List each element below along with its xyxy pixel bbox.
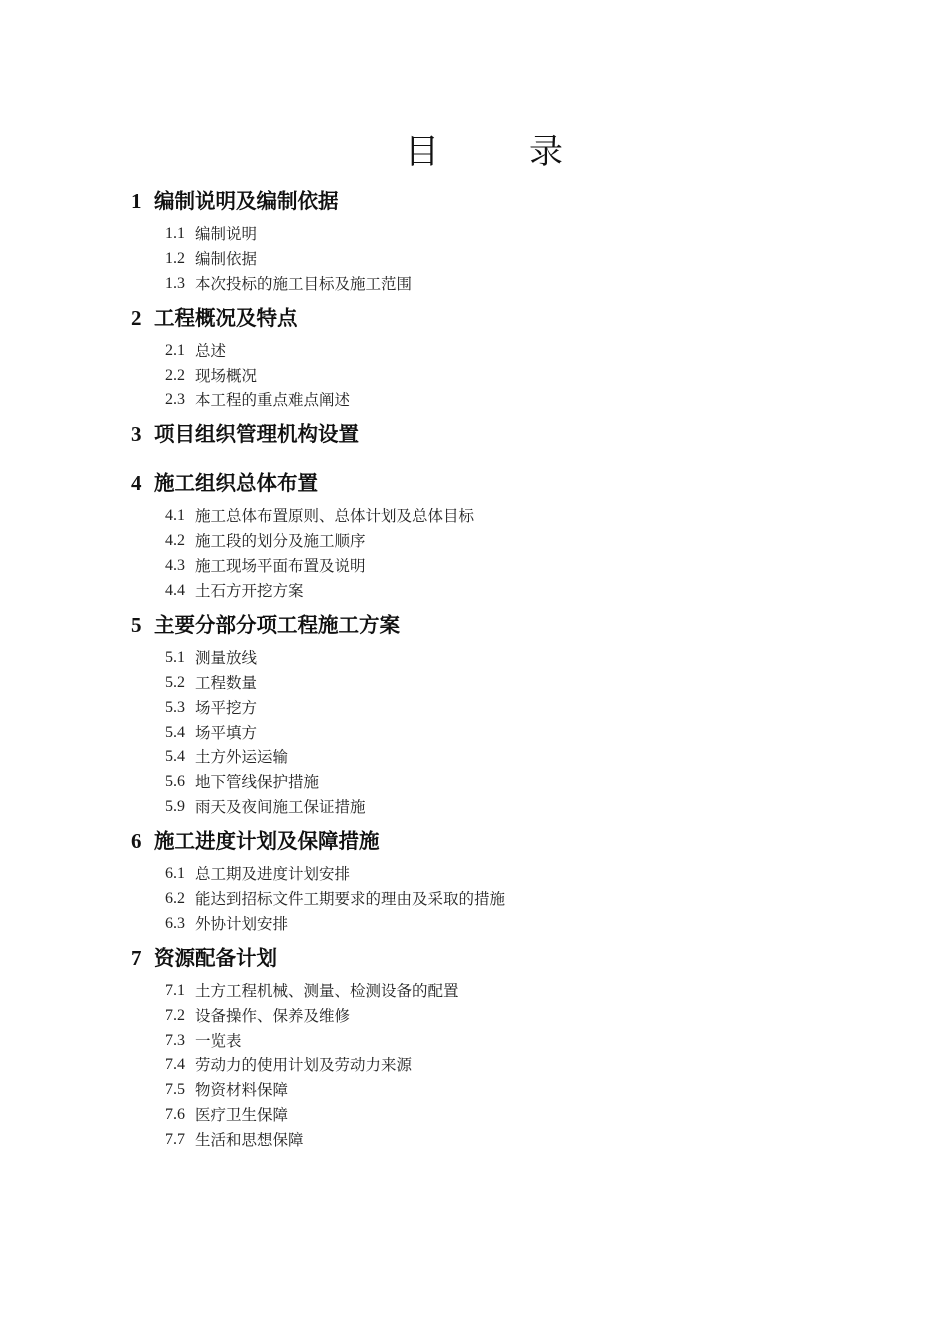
subsection-label: 雨天及夜间施工保证措施: [195, 798, 366, 817]
toc-subsection-item[interactable]: [131, 770, 831, 795]
subsection-number: 2.1: [165, 341, 185, 359]
toc-section-heading[interactable]: [131, 941, 831, 975]
toc-subsection-item[interactable]: [131, 862, 831, 887]
subsection-label: 总述: [195, 341, 227, 360]
subsection-number: 6.2: [165, 890, 185, 908]
subsection-label: 现场概况: [195, 366, 258, 385]
toc-subsection-item[interactable]: [131, 1029, 831, 1054]
subsection-number: 7.3: [165, 1031, 185, 1049]
toc-section-heading[interactable]: [131, 466, 831, 500]
toc-subsection-item[interactable]: [131, 579, 831, 604]
toc-subsection-item[interactable]: [131, 795, 831, 820]
subsection-number: 1.1: [165, 225, 185, 242]
toc-subsection-list: [131, 862, 831, 937]
toc-subsection-list: [131, 222, 831, 297]
toc-subsection-item[interactable]: [131, 247, 831, 272]
toc-section: [131, 608, 831, 820]
toc-subsection-item[interactable]: [131, 1053, 831, 1078]
toc-subsection-item[interactable]: [131, 912, 831, 937]
subsection-label: 生活和思想保障: [195, 1131, 304, 1150]
toc-subsection-item[interactable]: [131, 1128, 831, 1153]
subsection-number: 7.4: [165, 1056, 185, 1074]
subsection-label: 工程数量: [195, 673, 258, 692]
toc-subsection-item[interactable]: [131, 1078, 831, 1103]
subsection-label: 能达到招标文件工期要求的理由及采取的措施: [195, 890, 506, 909]
toc-subsection-item[interactable]: [131, 721, 831, 746]
subsection-label: 本次投标的施工目标及施工范围: [195, 274, 413, 293]
toc-subsection-list: [131, 504, 831, 604]
subsection-label: 劳动力的使用计划及劳动力来源: [195, 1056, 413, 1075]
subsection-number: 4.1: [165, 507, 185, 525]
subsection-label: 本工程的重点难点阐述: [195, 391, 351, 410]
subsection-label: 地下管线保护措施: [195, 773, 320, 792]
subsection-label: 测量放线: [195, 648, 258, 667]
subsection-number: 5.1: [165, 648, 185, 666]
toc-subsection-item[interactable]: [131, 364, 831, 389]
toc-section-heading[interactable]: [131, 301, 831, 335]
toc-subsection-item[interactable]: [131, 1004, 831, 1029]
toc-section: [131, 184, 831, 297]
toc-subsection-item[interactable]: [131, 887, 831, 912]
section-title: 资源配备计划: [154, 945, 277, 970]
subsection-label: 施工现场平面布置及说明: [195, 557, 366, 576]
subsection-number: 6.3: [165, 914, 185, 932]
subsection-label: 施工段的划分及施工顺序: [195, 532, 366, 551]
subsection-number: 7.7: [165, 1131, 185, 1149]
subsection-number: 7.2: [165, 1006, 185, 1024]
subsection-number: 2.2: [165, 366, 185, 384]
toc-title: 目 录: [405, 132, 591, 172]
toc-subsection-item[interactable]: [131, 339, 831, 364]
subsection-label: 一览表: [195, 1031, 242, 1050]
toc-section-heading[interactable]: [131, 417, 831, 451]
subsection-number: 5.6: [165, 773, 185, 791]
subsection-number: 7.5: [165, 1081, 185, 1099]
toc-subsection-item[interactable]: [131, 1103, 831, 1128]
subsection-number: 7.1: [165, 981, 185, 999]
section-title: 项目组织管理机构设置: [154, 422, 359, 447]
subsection-number: 6.1: [165, 865, 185, 883]
subsection-number: 4.3: [165, 557, 185, 575]
subsection-number: 2.3: [165, 391, 185, 409]
subsection-label: 土方工程机械、测量、检测设备的配置: [195, 981, 459, 1000]
toc-section: [131, 417, 831, 466]
subsection-number: 5.4: [165, 748, 185, 766]
toc-subsection-item[interactable]: [131, 646, 831, 671]
subsection-number: 5.4: [165, 723, 185, 741]
subsection-number: 4.2: [165, 532, 185, 550]
subsection-number: 5.3: [165, 698, 185, 716]
section-spacer: [131, 451, 831, 466]
table-of-contents: [131, 184, 831, 1157]
subsection-label: 设备操作、保养及维修: [195, 1006, 351, 1025]
subsection-label: 编制依据: [195, 249, 258, 268]
subsection-number: 5.9: [165, 798, 185, 816]
toc-section: [131, 941, 831, 1153]
toc-subsection-list: [131, 979, 831, 1153]
section-title: 主要分部分项工程施工方案: [154, 612, 400, 637]
subsection-label: 场平填方: [195, 723, 258, 742]
subsection-number: 1.2: [165, 249, 185, 267]
toc-subsection-item[interactable]: [131, 529, 831, 554]
toc-subsection-item[interactable]: [131, 979, 831, 1004]
toc-subsection-item[interactable]: [131, 671, 831, 696]
toc-subsection-list: [131, 339, 831, 414]
subsection-number: 1.3: [165, 274, 185, 292]
section-title: 施工进度计划及保障措施: [154, 829, 380, 854]
section-number: 5: [131, 612, 142, 637]
section-number: 6: [131, 829, 142, 854]
toc-section-heading[interactable]: [131, 184, 831, 218]
toc-subsection-item[interactable]: [131, 554, 831, 579]
subsection-label: 施工总体布置原则、总体计划及总体目标: [195, 507, 475, 526]
subsection-number: 5.2: [165, 673, 185, 691]
toc-subsection-item[interactable]: [131, 222, 831, 247]
subsection-label: 编制说明: [195, 225, 258, 243]
subsection-label: 场平挖方: [195, 698, 258, 717]
toc-subsection-item[interactable]: [131, 388, 831, 413]
section-number: 4: [131, 471, 142, 496]
toc-section-heading[interactable]: [131, 608, 831, 642]
section-title: 施工组织总体布置: [154, 471, 318, 496]
section-number: 2: [131, 305, 142, 330]
toc-section: [131, 301, 831, 414]
toc-subsection-item[interactable]: [131, 745, 831, 770]
subsection-label: 总工期及进度计划安排: [195, 865, 351, 884]
toc-subsection-item[interactable]: [131, 272, 831, 297]
section-title: 工程概况及特点: [154, 305, 298, 330]
section-number: 7: [131, 945, 142, 970]
section-title: 编制说明及编制依据: [154, 189, 339, 213]
toc-section: [131, 824, 831, 937]
subsection-number: 4.4: [165, 582, 185, 600]
toc-section-heading[interactable]: [131, 824, 831, 858]
section-number: 3: [131, 422, 142, 447]
subsection-label: 外协计划安排: [195, 914, 289, 933]
subsection-label: 物资材料保障: [195, 1081, 289, 1100]
subsection-label: 医疗卫生保障: [195, 1106, 289, 1125]
toc-subsection-item[interactable]: [131, 696, 831, 721]
toc-subsection-item[interactable]: [131, 504, 831, 529]
toc-subsection-list: [131, 646, 831, 820]
section-number: 1: [131, 189, 142, 213]
subsection-label: 土方外运运输: [195, 748, 289, 767]
subsection-label: 土石方开挖方案: [195, 582, 304, 601]
toc-section: [131, 466, 831, 604]
subsection-number: 7.6: [165, 1106, 185, 1124]
